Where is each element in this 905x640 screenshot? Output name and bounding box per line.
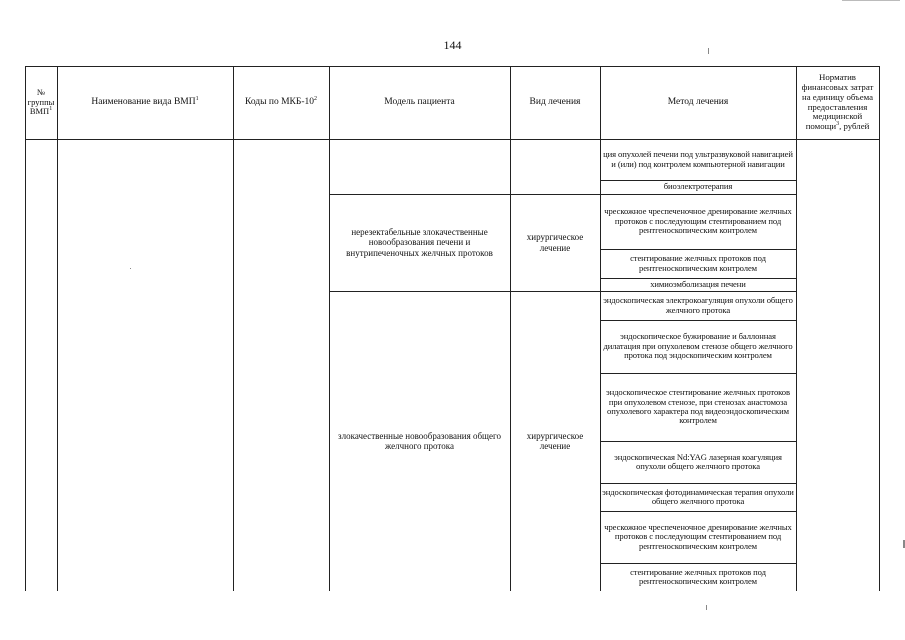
method-cell: чрескожное чреспеченочное дренирование желчных протоков с последующим стентированием под рентгеноскопическим контролем: [604, 521, 792, 551]
method-cell: химиоэмболизация печени: [650, 278, 746, 289]
method-cell: эндоскопическое стентирование желчных протоков при опухолевом стенозе, при стенозах анастомоза опухолевого характера под видеоэндоскопическим контролем: [606, 387, 790, 426]
patient-model-cell: нерезектабельные злокачественные новообразования печени и внутрипеченочных желчных протоков: [346, 227, 493, 258]
scan-speck: [842, 0, 900, 1]
header-patient-model: Модель пациента: [384, 97, 455, 108]
page-number: 144: [443, 38, 462, 52]
method-cell: стентирование желчных протоков под рентгеноскопическим контролем: [630, 253, 766, 273]
header-vmp-name: Наименование вида ВМП$^1$: [91, 96, 199, 108]
table-border-left: [25, 66, 26, 591]
col-sep-6: [796, 66, 797, 591]
method-cell: эндоскопическое бужирование и баллонная дилатация при опухолевом стенозе общего желчного протока под эндоскопическим контролем: [603, 331, 793, 361]
treatment-type-cell: хирургическое лечение: [526, 430, 584, 451]
method-cell: эндоскопическая фотодинамическая терапия опухоли общего желчного протока: [602, 486, 794, 506]
scan-speck: [130, 268, 131, 269]
col-sep-1: [57, 66, 58, 591]
patient-model-cell: злокачественные новообразования общего желчного протока: [338, 430, 501, 451]
header-icd-codes: Коды по МКБ-$10^2$: [244, 96, 318, 108]
header-treatment-type: Вид лечения: [529, 97, 581, 108]
scan-speck: [708, 48, 709, 54]
col-sep-2: [233, 66, 234, 591]
method-cell: ция опухолей печени под ультразвуковой навигацией и (или) под контролем компьютерной навигации: [603, 149, 793, 169]
method-cell: чрескожное чреспеченочное дренирование желчных протоков с последующим стентированием под рентгеноскопическим контролем: [604, 206, 792, 236]
header-normative: Норматив финансовых затрат на единицу объема предоставления медицинской помощи$^3$, рублей: [801, 71, 874, 132]
method-cell: биоэлектротерапия: [663, 181, 733, 192]
header-group-number: № группы ВМП$^1$: [27, 87, 55, 117]
method-cell: стентирование желчных протоков под рентгеноскопическим контролем: [630, 566, 766, 586]
table-border-right: [879, 66, 880, 591]
method-cell: эндоскопическая Nd:YAG лазерная коагуляция опухоли общего желчного протока: [614, 451, 782, 471]
method-cell: эндоскопическая электрокоагуляция опухоли общего желчного протока: [603, 295, 793, 315]
header-treatment-method: Метод лечения: [667, 97, 729, 108]
scan-speck: [706, 605, 707, 610]
treatment-type-cell: хирургическое лечение: [526, 232, 584, 253]
